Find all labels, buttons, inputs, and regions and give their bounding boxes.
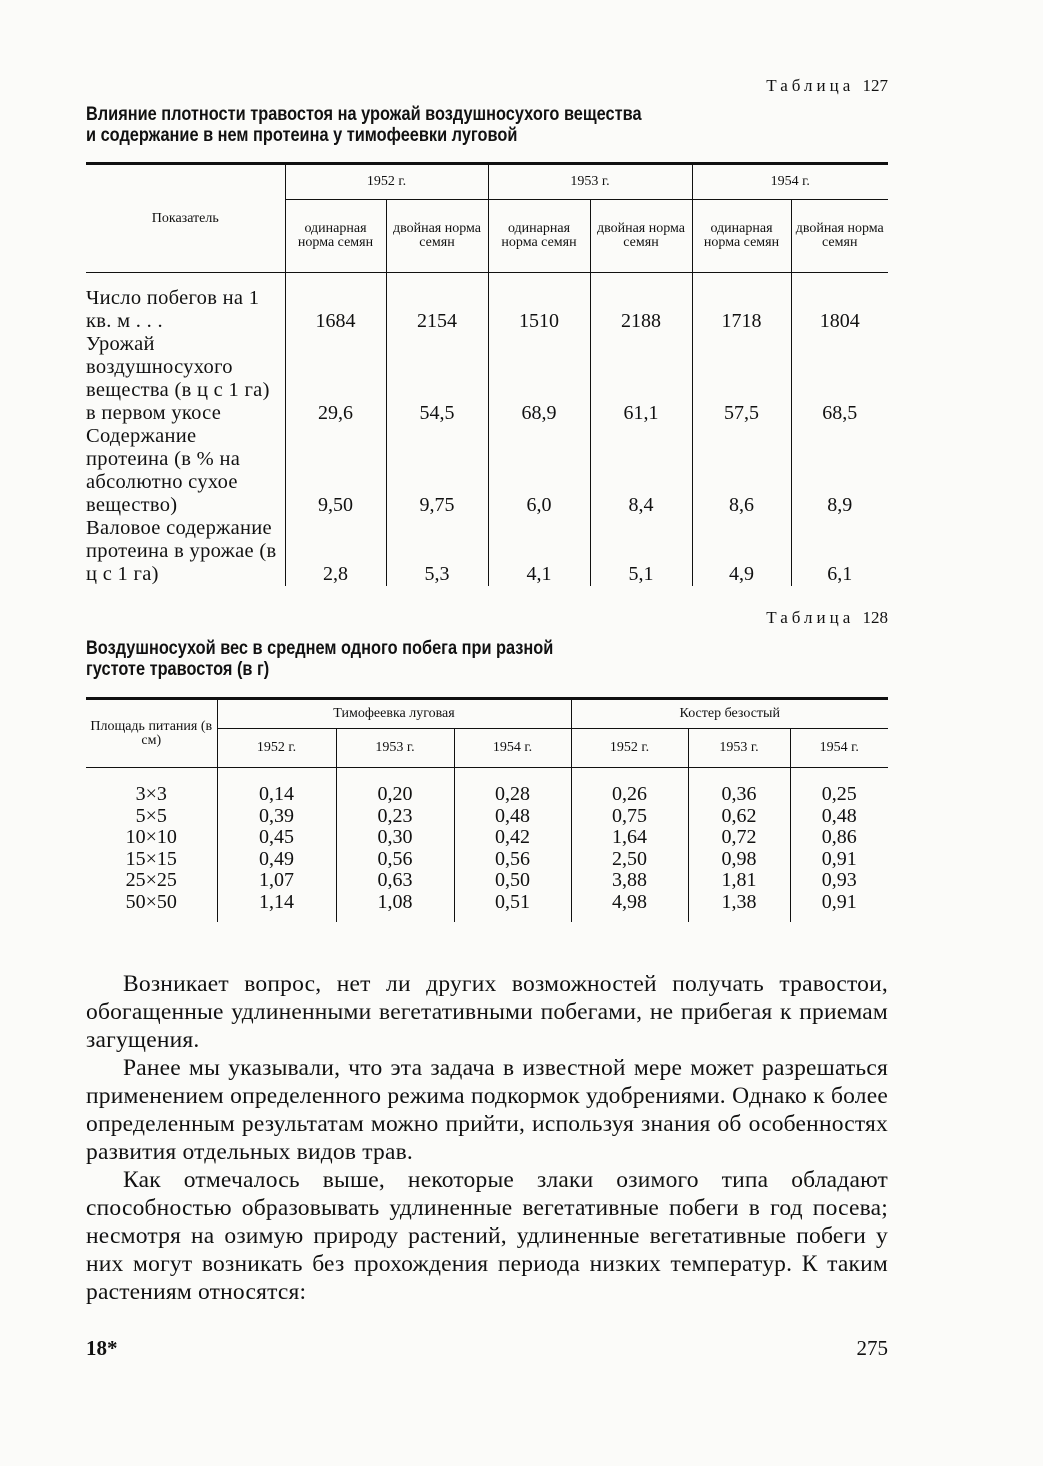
table-row — [86, 333, 888, 425]
value-cell: 8,6 — [692, 425, 791, 517]
seed-rate-header: одинарная норма семян — [692, 200, 791, 273]
year-header: 1954 г. — [692, 164, 888, 200]
species-header: Тимофеевка луговая — [217, 699, 571, 729]
value-cell: 8,9 — [791, 425, 888, 517]
body-text — [86, 970, 888, 1306]
area-cell: 3×3 — [135, 783, 167, 805]
area-column — [86, 768, 217, 922]
value-cell: 68,5 — [791, 333, 888, 425]
table-127 — [86, 162, 888, 586]
value-cell: 0,93 — [821, 869, 857, 892]
table-128 — [86, 697, 888, 922]
value-cell: 0,98 — [721, 847, 757, 870]
table-label-number: 128 — [862, 608, 888, 627]
caption-line: Воздушносухой вес в среднем одного побега при разной — [86, 638, 554, 659]
caption-line: густоте травостоя (в г) — [86, 659, 270, 680]
value-cell: 0,14 — [259, 783, 294, 805]
paragraph: Ранее мы указывали, что эта задача в известной мере может разрешаться применением определенного режима подкормок удобрениями. Однако к более определенным результатам можно прийти, используя знания об особенностях развития отдельных видов трав. — [86, 1055, 888, 1165]
value-cell: 1,81 — [721, 869, 757, 892]
value-cell: 0,20 — [377, 783, 413, 805]
year-header: 1952 г. — [285, 164, 488, 200]
value-cell: 6,0 — [488, 425, 590, 517]
value-cell: 0,48 — [495, 804, 530, 827]
value-cell: 1,64 — [612, 826, 647, 849]
value-cell: 0,56 — [495, 847, 530, 870]
table-label-word: Таблица — [766, 608, 855, 627]
paragraph: Возникает вопрос, нет ли других возможностей получать травостои, обогащенные удлиненными вегетативными побегами, не прибегая к приемам загущения. — [86, 971, 888, 1053]
year-header: 1952 г. — [217, 729, 336, 768]
caption-line: Влияние плотности травостоя на урожай воздушносухого вещества — [86, 104, 642, 125]
value-cell: 5,3 — [386, 517, 488, 586]
indicator-header: Показатель — [86, 164, 285, 273]
value-cell: 2188 — [590, 273, 692, 334]
value-cell: 2,50 — [612, 847, 647, 870]
value-cell: 0,42 — [495, 826, 530, 849]
seed-rate-header: двойная норма семян — [590, 200, 692, 273]
area-cell: 50×50 — [125, 890, 177, 913]
value-cell: 1,08 — [377, 890, 413, 913]
area-cell: 15×15 — [125, 847, 177, 870]
value-cell: 6,1 — [791, 517, 888, 586]
value-cell: 0,62 — [721, 804, 757, 827]
table-label-number: 127 — [862, 76, 888, 95]
table-row — [86, 425, 888, 517]
value-cell: 0,63 — [377, 869, 413, 892]
value-cell: 0,28 — [495, 783, 530, 805]
value-cell: 4,1 — [488, 517, 590, 586]
value-cell: 57,5 — [692, 333, 791, 425]
area-cell: 10×10 — [125, 826, 177, 849]
value-cell: 1510 — [488, 273, 590, 334]
indicator-cell: Число побегов на 1 кв. м . . . — [86, 287, 260, 332]
value-cell: 29,6 — [285, 333, 386, 425]
table-body-row — [86, 768, 888, 922]
year-header: 1952 г. — [571, 729, 688, 768]
seed-rate-header: одинарная норма семян — [285, 200, 386, 273]
value-cell: 0,75 — [612, 804, 647, 827]
value-cell: 1684 — [285, 273, 386, 334]
table-row — [86, 273, 888, 334]
value-cell: 1,14 — [259, 890, 294, 913]
paragraph: Как отмечалось выше, некоторые злаки озимого типа обладают способностью образовывать удлиненные вегетативные побеги в год посева; несмотря на озимую природу растений, удлиненные вегетативные побеги у них могут возникать без прохождения периода низких температур. К таким растениям относятся: — [86, 1167, 888, 1305]
table-label-word: Таблица — [766, 76, 855, 95]
year-header: 1954 г. — [790, 729, 888, 768]
value-cell: 0,26 — [612, 783, 647, 805]
value-cell: 4,98 — [612, 890, 647, 913]
value-cell: 68,9 — [488, 333, 590, 425]
caption-line: и содержание в нем протеина у тимофеевки луговой — [86, 125, 518, 146]
species-header: Костер безостый — [571, 699, 888, 729]
table-row — [86, 517, 888, 586]
value-cell: 1,38 — [721, 890, 757, 913]
year-header: 1953 г. — [336, 729, 454, 768]
value-cell: 0,49 — [259, 847, 294, 870]
value-column — [217, 768, 336, 922]
value-cell: 61,1 — [590, 333, 692, 425]
value-cell: 0,23 — [377, 804, 413, 827]
value-cell: 0,45 — [259, 826, 294, 849]
table-128-label — [766, 608, 888, 628]
value-cell: 3,88 — [612, 869, 647, 892]
area-cell: 5×5 — [135, 804, 167, 827]
value-cell: 4,9 — [692, 517, 791, 586]
value-cell: 2,8 — [285, 517, 386, 586]
table-127-label — [766, 76, 888, 96]
indicator-cell: Валовое содержание протеина в урожае (в ц с 1 га) — [86, 517, 277, 585]
value-cell: 0,51 — [495, 890, 530, 913]
value-cell: 2154 — [386, 273, 488, 334]
value-column — [688, 768, 790, 922]
seed-rate-header: двойная норма семян — [386, 200, 488, 273]
value-cell: 0,72 — [721, 826, 757, 849]
value-cell: 0,50 — [495, 869, 530, 892]
value-cell: 0,91 — [821, 847, 857, 870]
value-cell: 1804 — [791, 273, 888, 334]
table-127-caption — [86, 104, 642, 146]
value-cell: 9,50 — [285, 425, 386, 517]
value-column — [336, 768, 454, 922]
value-cell: 0,91 — [821, 890, 857, 913]
value-cell: 0,30 — [377, 826, 413, 849]
book-page — [86, 0, 888, 1466]
value-cell: 0,48 — [821, 804, 857, 827]
year-header: 1954 г. — [454, 729, 571, 768]
area-header: Площадь питания (в см) — [86, 699, 217, 768]
value-cell: 54,5 — [386, 333, 488, 425]
page-number: 275 — [856, 1336, 888, 1360]
value-column — [790, 768, 888, 922]
value-cell: 0,56 — [377, 847, 413, 870]
year-header: 1953 г. — [688, 729, 790, 768]
indicator-cell: Урожай воздушносухого вещества (в ц с 1 га) в первом укосе — [86, 333, 270, 424]
value-cell: 9,75 — [386, 425, 488, 517]
value-column — [571, 768, 688, 922]
area-cell: 25×25 — [125, 869, 177, 892]
value-cell: 0,36 — [721, 783, 757, 805]
value-cell: 0,39 — [259, 804, 294, 827]
seed-rate-header: двойная норма семян — [791, 200, 888, 273]
value-cell: 0,86 — [821, 826, 857, 849]
value-column — [454, 768, 571, 922]
value-cell: 1,07 — [259, 869, 294, 892]
value-cell: 1718 — [692, 273, 791, 334]
seed-rate-header: одинарная норма семян — [488, 200, 590, 273]
signature-mark: 18* — [86, 1336, 118, 1360]
table-128-caption — [86, 638, 553, 680]
value-cell: 8,4 — [590, 425, 692, 517]
indicator-cell: Содержание протеина (в % на абсолютно сухое вещество) — [86, 425, 241, 516]
value-cell: 5,1 — [590, 517, 692, 586]
value-cell: 0,25 — [821, 783, 857, 805]
year-header: 1953 г. — [488, 164, 692, 200]
